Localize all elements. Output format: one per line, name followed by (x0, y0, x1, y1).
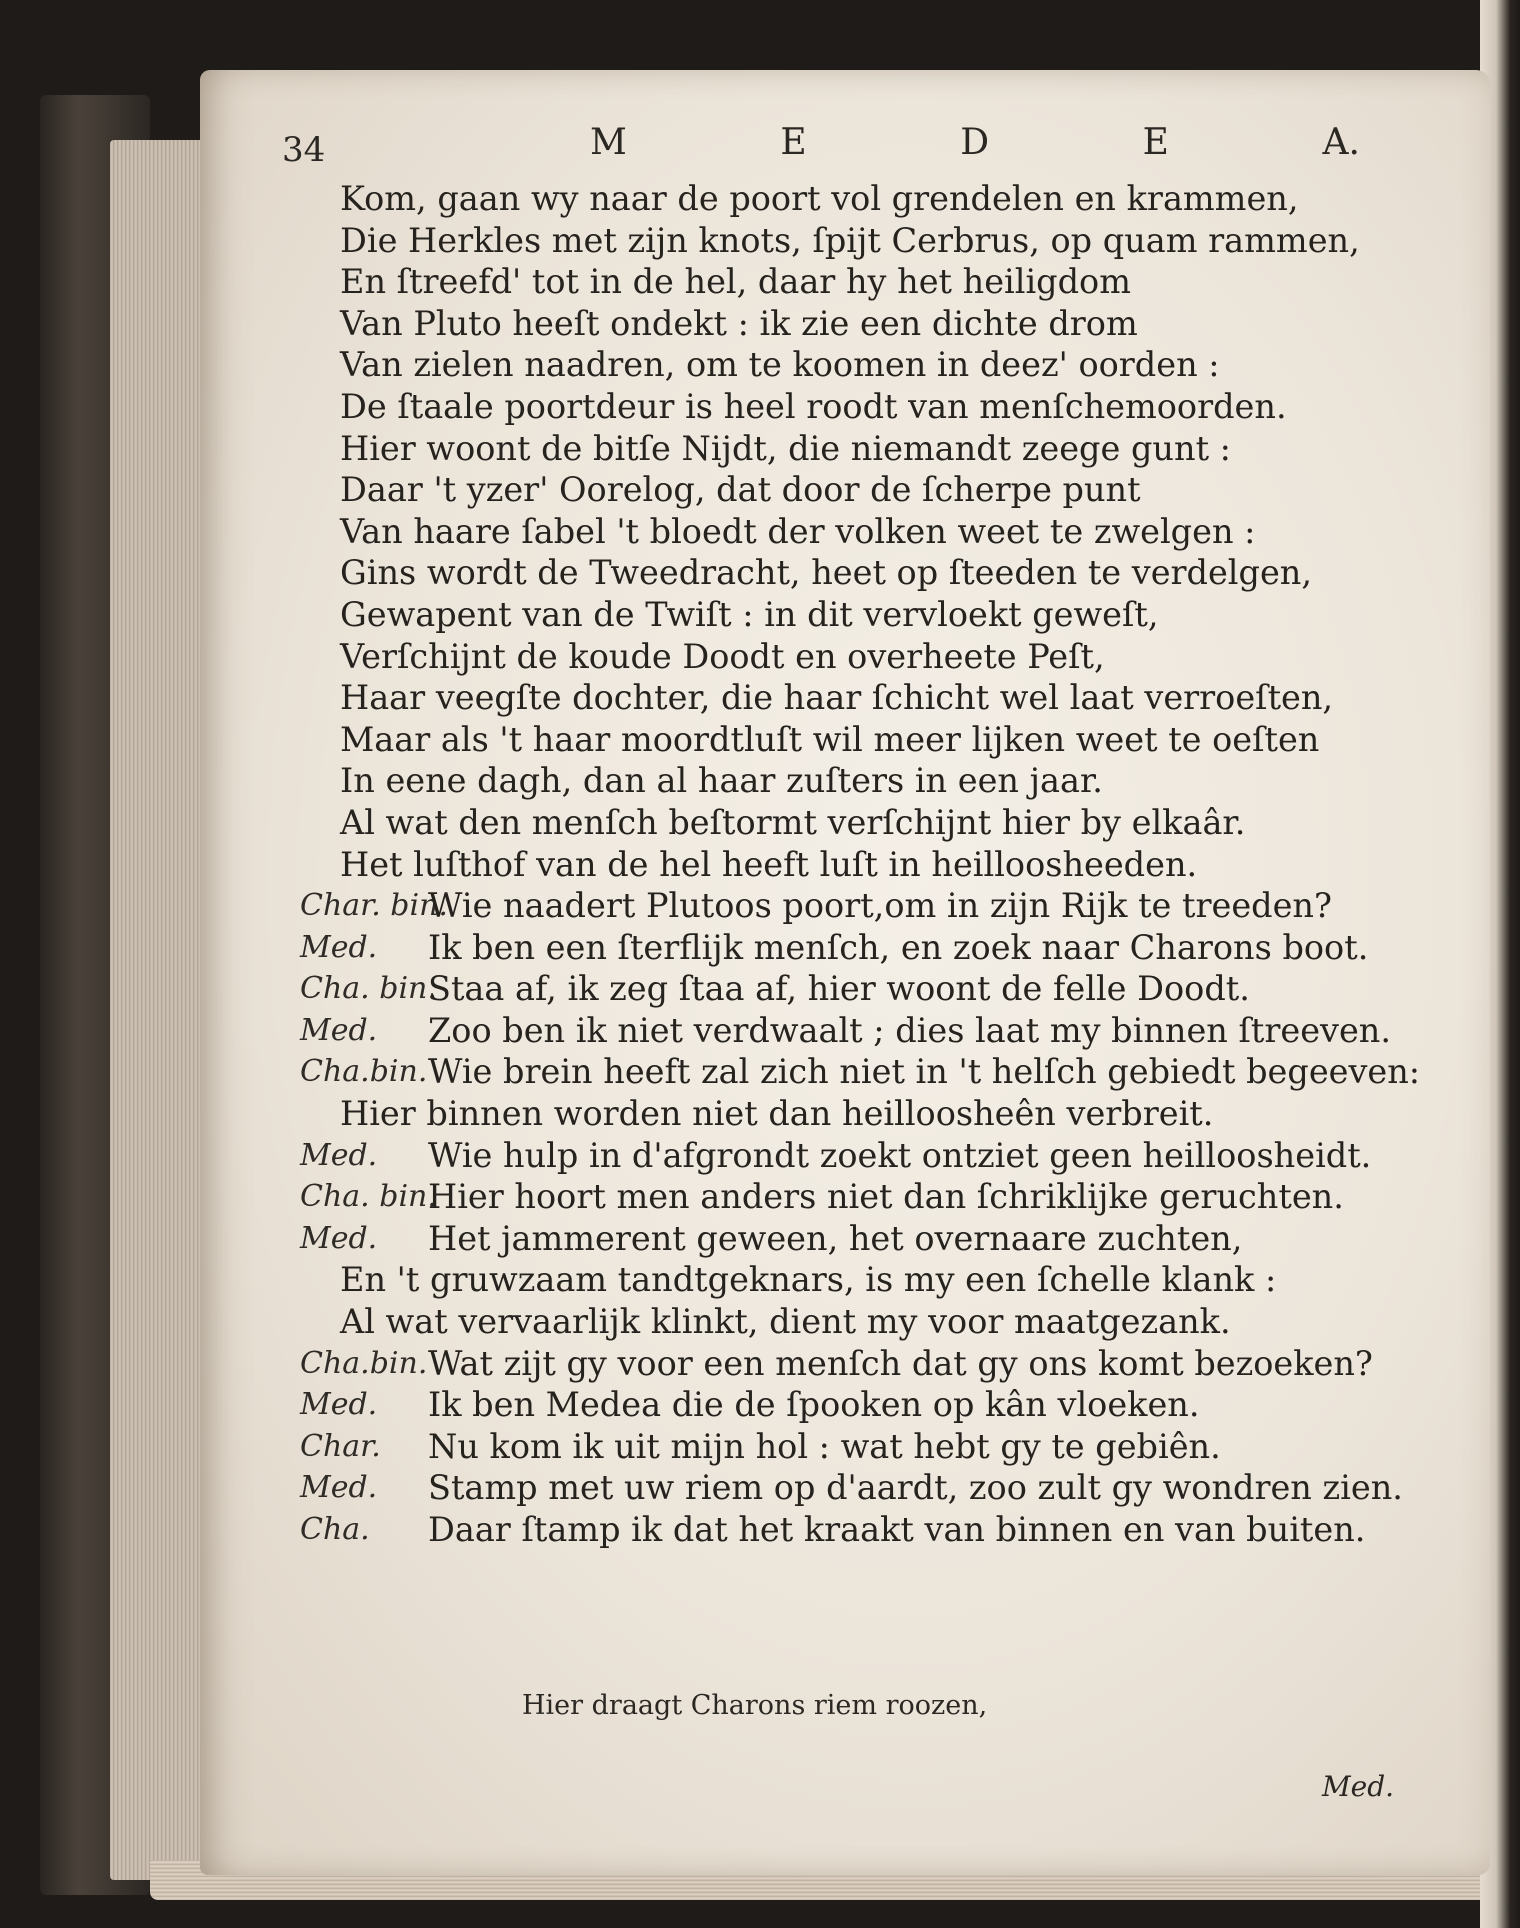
speaker-label: Char. (300, 1428, 381, 1464)
speaker-label (300, 303, 340, 345)
speaker-label (300, 1093, 340, 1135)
verse-line (300, 303, 1470, 345)
verse-line (300, 386, 1470, 428)
speaker-label: Cha. bin. (300, 971, 437, 1007)
speaker-label (300, 511, 340, 553)
catchword: Med. (1322, 1770, 1395, 1803)
speaker-label (300, 719, 340, 761)
verse-line (300, 1259, 1470, 1301)
verse-line (300, 1384, 1470, 1426)
verse-text: Het luſthof van de hel heeft luſt in heilloosheeden. (340, 844, 1198, 884)
verse-line (300, 844, 1470, 886)
verse-text: Van haare ſabel 't bloedt der volken weet te zwelgen : (340, 511, 1256, 551)
verse-text: Wie hulp in d'afgrondt zoekt ontziet geen heilloosheidt. (428, 1135, 1372, 1175)
verse-line (300, 885, 1470, 927)
verse-line (300, 261, 1470, 303)
verse-text: Die Herkles met zijn knots, ſpijt Cerbrus, op quam rammen, (340, 220, 1360, 260)
speaker-label (300, 802, 340, 844)
verse-text: Haar veegſte dochter, die haar ſchicht wel laat verroeſten, (340, 678, 1334, 718)
speaker-label: Char. bin. (300, 888, 448, 924)
speaker-label (300, 636, 340, 678)
speaker-label: Med. (300, 929, 378, 965)
speaker-label: Med. (300, 1012, 378, 1048)
verse-line (300, 1135, 1470, 1177)
verse-line (300, 469, 1470, 511)
speaker-label (300, 261, 340, 303)
speaker-label: Cha.bin. (300, 1345, 428, 1381)
verse-text: Daar 't yzer' Oorelog, dat door de ſcherpe punt (340, 470, 1141, 510)
verse-text: Ik ben een ſterflijk menſch, en zoek naar Charons boot. (428, 927, 1369, 967)
verse-text: Hier binnen worden niet dan heilloosheên verbreit. (340, 1094, 1214, 1134)
verse-text: Wat zijt gy voor een menſch dat gy ons komt bezoeken? (428, 1343, 1373, 1383)
verse-line (300, 1467, 1470, 1509)
verse-line (300, 636, 1470, 678)
verse-text: Wie naadert Plutoos poort,om in zijn Rijk te treeden? (428, 886, 1332, 926)
speaker-label: Med. (300, 1470, 378, 1506)
speaker-label: Med. (300, 1387, 378, 1423)
verse-text: Nu kom ik uit mijn hol : wat hebt gy te gebiên. (428, 1426, 1221, 1466)
stage-direction: Hier draagt Charons riem roozen, (522, 1690, 988, 1721)
verse-line (300, 428, 1470, 470)
verse-line (300, 1301, 1470, 1343)
verse-line (300, 1176, 1470, 1218)
running-head-letter: E (1142, 122, 1169, 163)
verse-text: Staa af, ik zeg ſtaa af, hier woont de felle Doodt. (428, 969, 1250, 1009)
verse-text: Verſchijnt de koude Doodt en overheete Peſt, (340, 636, 1105, 676)
verse-text: Daar ſtamp ik dat het kraakt van binnen en van buiten. (428, 1510, 1366, 1549)
speaker-label (300, 594, 340, 636)
speaker-label (300, 344, 340, 386)
verse-text: Gewapent van de Twiſt : in dit vervloekt geweſt, (340, 594, 1159, 634)
verse-text: En ſtreefd' tot in de hel, daar hy het heiligdom (340, 262, 1131, 302)
speaker-label: Cha. (300, 1512, 370, 1547)
verse-text: Van zielen naadren, om te koomen in deez' oorden : (340, 345, 1220, 385)
verse-text-block (300, 178, 1470, 1551)
verse-text: Stamp met uw riem op d'aardt, zoo zult gy wondren zien. (428, 1468, 1403, 1508)
verse-text: En 't gruwzaam tandtgeknars, is my een ſchelle klank : (340, 1260, 1277, 1300)
verse-line (300, 344, 1470, 386)
verse-text: Gins wordt de Tweedracht, heet op ſteeden te verdelgen, (340, 553, 1313, 593)
verse-line (300, 511, 1470, 553)
speaker-label (300, 677, 340, 719)
verse-line (300, 1509, 1470, 1551)
verse-text: Al wat vervaarlijk klinkt, dient my voor maatgezank. (340, 1302, 1231, 1342)
running-head-letter: A. (1322, 122, 1360, 163)
speaker-label: Med. (300, 1137, 378, 1173)
verse-line (300, 552, 1470, 594)
verse-text: Wie brein heeft zal zich niet in 't helſch gebiedt begeeven: (428, 1052, 1421, 1092)
verse-line (300, 1010, 1470, 1052)
verse-line (300, 802, 1470, 844)
verse-text: Zoo ben ik niet verdwaalt ; dies laat my binnen ſtreeven. (428, 1010, 1392, 1050)
speaker-label (300, 552, 340, 594)
verse-line (300, 927, 1470, 969)
running-head-letter: M (590, 122, 627, 163)
verse-line (300, 1093, 1470, 1135)
verse-line (300, 1218, 1470, 1260)
verse-line (300, 719, 1470, 761)
speaker-label (300, 469, 340, 511)
verse-text: In eene dagh, dan al haar zuſters in een jaar. (340, 761, 1103, 801)
verse-line (300, 220, 1470, 262)
speaker-label (300, 1259, 340, 1301)
speaker-label: Cha.bin. (300, 1054, 428, 1090)
verse-line (300, 594, 1470, 636)
speaker-label: Cha. bin. (300, 1179, 437, 1215)
running-head-letter: D (960, 122, 990, 163)
verse-text: Ik ben Medea die de ſpooken op kân vloeken. (428, 1385, 1200, 1425)
verse-text: Kom, gaan wy naar de poort vol grendelen en krammen, (340, 179, 1299, 218)
verse-text: Hier woont de bitſe Nijdt, die niemandt zeege gunt : (340, 428, 1231, 468)
book-page (200, 70, 1490, 1875)
verse-text: Al wat den menſch beſtormt verſchijnt hier by elkaâr. (340, 802, 1246, 842)
verse-text: Maar als 't haar moordtluſt wil meer lijken weet te oeſten (340, 719, 1320, 759)
speaker-label (300, 220, 340, 262)
verse-line (300, 968, 1470, 1010)
speaker-label: Med. (300, 1220, 378, 1256)
verse-line (300, 760, 1470, 802)
page-number: 34 (282, 130, 326, 170)
verse-line (300, 1051, 1470, 1093)
verse-text: Hier hoort men anders niet dan ſchriklijke geruchten. (428, 1177, 1344, 1217)
verse-text: Van Pluto heeſt ondekt : ik zie een dichte drom (340, 303, 1138, 343)
speaker-label (300, 844, 340, 886)
speaker-label (300, 178, 340, 220)
speaker-label (300, 760, 340, 802)
running-head-letter: E (780, 122, 807, 163)
speaker-label (300, 386, 340, 428)
verse-line (300, 178, 1470, 220)
verse-line (300, 677, 1470, 719)
verse-text: Het jammerent geween, het overnaare zuchten, (428, 1218, 1243, 1258)
verse-text: De ſtaale poortdeur is heel roodt van menſchemoorden. (340, 386, 1287, 426)
verse-line (300, 1426, 1470, 1468)
speaker-label (300, 1301, 340, 1343)
verse-line (300, 1343, 1470, 1385)
speaker-label (300, 428, 340, 470)
running-head (590, 122, 1360, 163)
